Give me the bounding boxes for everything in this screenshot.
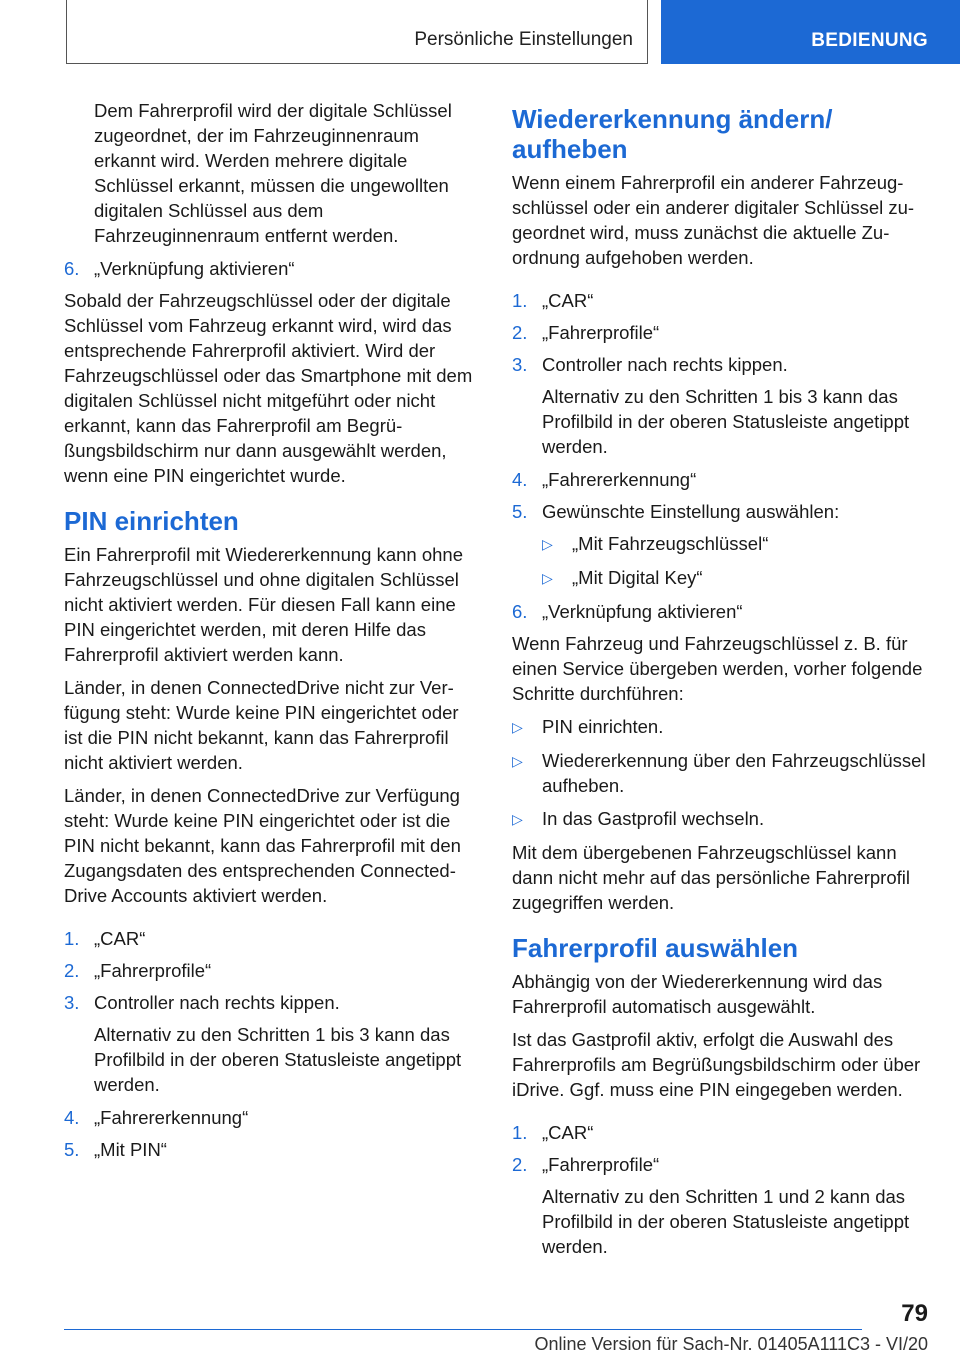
step-number: 5. — [512, 501, 528, 522]
option-text: „Mit Digital Key“ — [572, 567, 703, 588]
step-text: Controller nach rechts kippen. — [542, 354, 788, 375]
page-number: 79 — [901, 1300, 928, 1327]
list-item — [64, 1137, 478, 1162]
paragraph: Länder, in denen ConnectedDrive zur Verfügung steht: Wurde keine PIN eingerichtet oder ist die PIN nicht bekannt, kann das Fahrerprofil mit den Zugangsdaten des entsprechenden ConnectedDrive Accounts aktiviert werden. — [64, 785, 461, 906]
step-text: „Mit PIN“ — [94, 1139, 167, 1160]
step-text: „Fahrerprofile“ — [94, 960, 212, 981]
section-heading: PIN einrichten — [64, 506, 239, 536]
paragraph: Sobald der Fahrzeugschlüssel oder der digitale Schlüssel vom Fahrzeug erkannt wird, wird das entsprechende Fahrerprofil aktiviert. Wird der Fahrzeugschlüssel oder das Smartphone mit dem digitalen Schlüssel nicht mitgeführt oder nicht erkannt, kann das Fahrerprofil am Begrüßungsbildschirm nur dann ausgewählt werden, wenn eine PIN eingerichtet wurde. — [64, 290, 473, 486]
list-item — [512, 531, 928, 557]
step-number: 2. — [512, 322, 528, 343]
bullet-text: In das Gastprofil wechseln. — [542, 808, 765, 829]
step-note: Alternativ zu den Schritten 1 bis 3 kann das Profilbild in der oberen Statusleiste angetippt werden. — [94, 1024, 462, 1095]
header-section-title — [66, 0, 648, 64]
step-text: Controller nach rechts kippen. — [94, 992, 340, 1013]
step-text: „Fahrererkennung“ — [542, 469, 697, 490]
list-item — [64, 256, 478, 281]
triangle-bullet-icon: ▷ — [512, 811, 523, 827]
right-column — [512, 98, 928, 1267]
step-text: „Verknüpfung aktivieren“ — [94, 258, 295, 279]
header-chapter-tab[interactable] — [661, 0, 960, 64]
paragraph: Abhängig von der Wiedererkennung wird das Fahrerprofil automatisch ausgewählt. — [512, 971, 883, 1017]
list-item — [512, 714, 928, 740]
footer-divider — [64, 1329, 862, 1330]
list-item — [512, 565, 928, 591]
step-text: „CAR“ — [542, 290, 594, 311]
triangle-bullet-icon: ▷ — [542, 570, 553, 586]
list-item — [512, 1152, 928, 1177]
list-item — [512, 1120, 928, 1145]
step-number: 3. — [512, 354, 528, 375]
step-number: 1. — [512, 1122, 528, 1143]
step-text: „Fahrerprofile“ — [542, 1154, 660, 1175]
paragraph: Ist das Gastprofil aktiv, erfolgt die Auswahl des Fahrerprofils am Begrüßungsbildschirm oder über iDrive. Ggf. muss eine PIN eingegeben werden. — [512, 1029, 921, 1100]
step-text: Gewünschte Einstellung auswählen: — [542, 501, 840, 522]
section-title: Persönliche Einstellungen — [414, 29, 633, 50]
step-number: 3. — [64, 992, 80, 1013]
footer-text: Online Version für Sach-Nr. 01405A111C3 - VI/20 — [534, 1334, 928, 1354]
section-heading: Wiedererkennung ändern/ aufheben — [512, 104, 833, 164]
step-text: „Fahrererkennung“ — [94, 1107, 249, 1128]
step-number: 6. — [512, 601, 528, 622]
step-number: 4. — [512, 469, 528, 490]
step-number: 5. — [64, 1139, 80, 1160]
step-note: Alternativ zu den Schritten 1 bis 3 kann das Profilbild in der oberen Statusleiste angetippt werden. — [542, 386, 910, 457]
list-item — [64, 1105, 478, 1130]
step-number: 2. — [64, 960, 80, 981]
list-item — [512, 320, 928, 345]
paragraph: Mit dem übergebenen Fahrzeugschlüssel kann dann nicht mehr auf das persönliche Fahrerprofil zugegriffen werden. — [512, 842, 910, 913]
paragraph: Wenn Fahrzeug und Fahrzeugschlüssel z. B. für einen Service übergeben werden, vorher folgende Schritte durchführen: — [512, 633, 923, 704]
list-item — [512, 288, 928, 313]
left-column — [64, 98, 478, 1169]
step-text: „Verknüpfung aktivieren“ — [542, 601, 743, 622]
step-text: „Fahrerprofile“ — [542, 322, 660, 343]
paragraph: Ein Fahrerprofil mit Wiedererkennung kann ohne Fahrzeugschlüssel und ohne digitalen Schlüssel nicht aktiviert werden. Für diesen Fall kann eine PIN eingerichtet werden, mit deren Hilfe das Fahrerprofil aktiviert werden kann. — [64, 544, 463, 665]
bullet-text: PIN einrichten. — [542, 716, 664, 737]
step-text: „CAR“ — [94, 928, 146, 949]
list-item — [64, 958, 478, 983]
step-number: 2. — [512, 1154, 528, 1175]
list-item — [512, 599, 928, 624]
list-item — [64, 990, 478, 1015]
triangle-bullet-icon: ▷ — [512, 719, 523, 735]
list-item — [512, 748, 928, 798]
list-item — [512, 352, 928, 377]
list-item — [512, 499, 928, 524]
step-number: 6. — [64, 258, 80, 279]
step-number: 1. — [64, 928, 80, 949]
list-item — [64, 926, 478, 951]
bullet-text: Wiedererkennung über den Fahrzeugschlüssel aufheben. — [542, 750, 926, 796]
paragraph: Wenn einem Fahrerprofil ein anderer Fahrzeugschlüssel oder ein anderer digitaler Schlüssel zugeordnet wird, muss zunächst die aktuelle Zuordnung aufgehoben werden. — [512, 172, 915, 268]
option-text: „Mit Fahrzeugschlüssel“ — [572, 533, 769, 554]
list-item — [512, 467, 928, 492]
triangle-bullet-icon: ▷ — [512, 753, 523, 769]
triangle-bullet-icon: ▷ — [542, 536, 553, 552]
step-number: 1. — [512, 290, 528, 311]
step-number: 4. — [64, 1107, 80, 1128]
section-heading: Fahrerprofil auswählen — [512, 933, 799, 963]
chapter-title: BEDIENUNG — [811, 30, 928, 51]
list-item — [512, 806, 928, 832]
paragraph: Länder, in denen ConnectedDrive nicht zur Verfügung steht: Wurde keine PIN eingerichtet oder ist die PIN nicht bekannt, kann das Fahrerprofil nicht aktiviert werden. — [64, 677, 459, 773]
step-note: Alternativ zu den Schritten 1 und 2 kann das Profilbild in der oberen Statusleiste angetippt werden. — [542, 1186, 910, 1257]
step-text: „CAR“ — [542, 1122, 594, 1143]
intro-text: Dem Fahrerprofil wird der digitale Schlüssel zugeordnet, der im Fahrzeuginnenraum erkannt wird. Werden mehrere digitale Schlüssel erkannt, müssen die ungewollten digitalen Schlüssel aus dem Fahrzeuginnenraum entfernt werden. — [94, 100, 452, 246]
